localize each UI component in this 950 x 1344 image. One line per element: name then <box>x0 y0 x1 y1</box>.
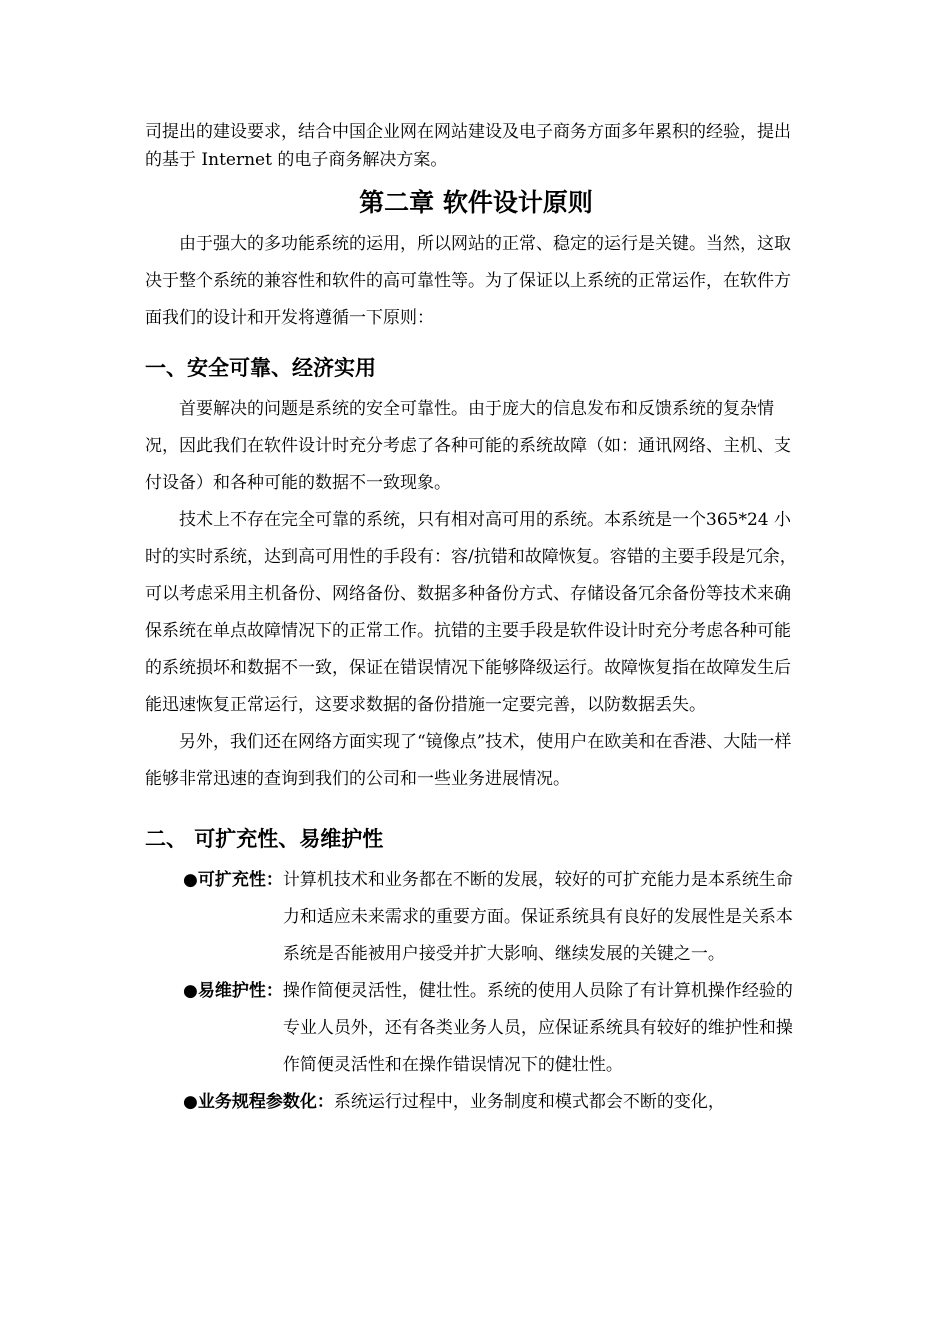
bullet-item-maintainability <box>183 973 807 1084</box>
bullet-description: 计算机技术和业务都在不断的发展，较好的可扩充能力是本系统生命力和适应未来需求的重要方面。保证系统具有良好的发展性是关系本系统是否能被用户接受并扩大影响、继续发展的关键之一。 <box>282 870 793 964</box>
bullet-item-parameterization <box>183 1084 807 1121</box>
chapter-title: 第二章 软件设计原则 <box>359 188 593 217</box>
section-2-title: 二、 可扩充性、易维护性 <box>145 827 384 851</box>
section-1-paragraph-3: 另外，我们还在网络方面实现了“镜像点”技术，使用户在欧美和在香港、大陆一样能够非常迅速的查询到我们的公司和一些业务进展情况。 <box>145 732 792 789</box>
bullet-description: 操作简便灵活性，健壮性。系统的使用人员除了有计算机操作经验的专业人员外，还有各类业务人员，应保证系统具有较好的维护性和操作简便灵活性和在操作错误情况下的健壮性。 <box>282 981 793 1075</box>
bullet-item-extensibility <box>183 862 807 973</box>
chapter-paragraph: 由于强大的多功能系统的运用，所以网站的正常、稳定的运行是关键。当然，这取决于整个系统的兼容性和软件的高可靠性等。为了保证以上系统的正常运作，在软件方面我们的设计和开发将遵循一下原则： <box>145 234 791 328</box>
document-page <box>145 118 807 1121</box>
intro-paragraph: 司提出的建设要求，结合中国企业网在网站建设及电子商务方面多年累积的经验，提出的基于 Internet 的电子商务解决方案。 <box>145 122 791 170</box>
bullet-term: ●可扩充性： <box>183 870 283 890</box>
section-1-paragraph-2: 技术上不存在完全可靠的系统，只有相对高可用的系统。本系统是一个365*24 小时的实时系统，达到高可用性的手段有：容/抗错和故障恢复。容错的主要手段是冗余，可以考虑采用主机备份、网络备份、数据多种备份方式、存储设备冗余备份等技术来确保系统在单点故障情况下的正常工作。抗错的主要手段是软件设计时充分考虑各种可能的系统损坏和数据不一致，保证在错误情况下能够降级运行。故障恢复指在故障发生后能迅速恢复正常运行，这要求数据的备份措施一定要完善，以防数据丢失。 <box>145 510 797 715</box>
section-1-paragraph-1: 首要解决的问题是系统的安全可靠性。由于庞大的信息发布和反馈系统的复杂情况，因此我们在软件设计时充分考虑了各种可能的系统故障（如：通讯网络、主机、支付设备）和各种可能的数据不一致现象。 <box>145 399 791 493</box>
bullet-term: ●业务规程参数化： <box>183 1092 334 1112</box>
bullet-description: 系统运行过程中，业务制度和模式都会不断的变化， <box>333 1092 725 1112</box>
bullet-term: ●易维护性： <box>183 981 283 1001</box>
section-1-title: 一、安全可靠、经济实用 <box>145 356 376 380</box>
